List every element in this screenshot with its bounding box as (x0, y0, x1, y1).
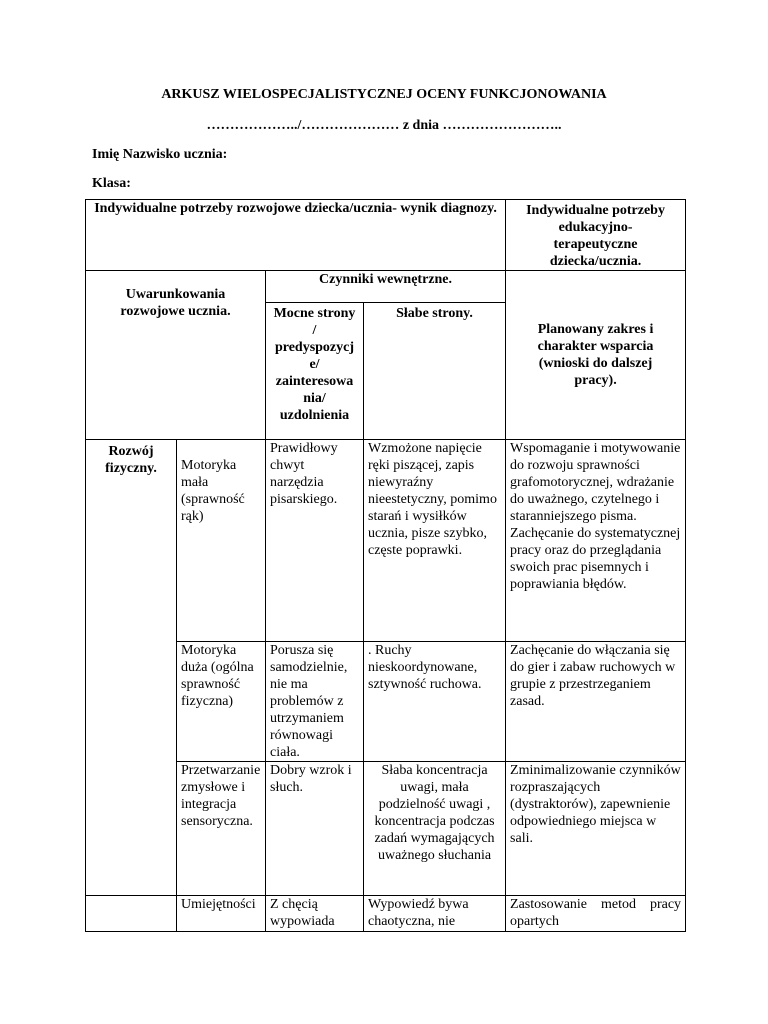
weakness-fine-motor: Wzmożone napięcie ręki piszącej, zapis niewyraźny nieestetyczny, pomimo starań i wysiłków ucznia, pisze szybko, częste poprawki. (364, 440, 506, 642)
area-fine-motor: Motoryka mała (sprawność rąk) (177, 440, 266, 642)
weaknesses-header: Słabe strony. (364, 303, 506, 440)
developmental-conditions-label: Uwarunkowania rozwojowe ucznia. (120, 286, 231, 319)
document-title: ARKUSZ WIELOSPECJALISTYCZNEJ OCENY FUNKCJONOWANIA (161, 87, 607, 102)
support-gross-motor: Zachęcanie do włączania się do gier i zabaw ruchowych w grupie z przestrzeganiem zasad. (506, 642, 686, 762)
table-row (86, 896, 686, 932)
developmental-conditions-header (86, 286, 266, 440)
weakness-sensory: Słaba koncentracja uwagi, mała podzielność uwagi , koncentracja podczas zadań wymagających uważnego słuchania (364, 762, 506, 896)
assessment-table (85, 199, 686, 932)
table-row (86, 440, 686, 642)
area-sensory: Przetwarzanie zmysłowe i integracja sensoryczna. (177, 762, 266, 896)
planned-support-header: Planowany zakres i charakter wsparcia (wnioski do dalszej pracy). (506, 271, 686, 440)
header-development-needs: Indywidualne potrzeby rozwojowe dziecka/ucznia- wynik diagnozy. (86, 200, 506, 271)
strengths-header: Mocne strony / predyspozycje/ zainteresowania/ uzdolnienia (266, 303, 364, 440)
section-empty-cell (86, 896, 177, 932)
class-label: Klasa: (92, 176, 131, 191)
strength-sensory: Dobry wzrok i słuch. (266, 762, 364, 896)
weakness-gross-motor: . Ruchy nieskoordynowane, sztywność ruchowa. (364, 642, 506, 762)
support-fine-motor: Wspomaganie i motywowanie do rozwoju sprawności grafomotorycznej, wdrażanie do uważnego, czytelnego i staranniejszego pisma. Zachęcanie do systematycznej pracy oraz do przeglądania swoich prac pisemnych i poprawiania błędów. (506, 440, 686, 642)
strength-gross-motor: Porusza się samodzielnie, nie ma problemów z utrzymaniem równowagi ciała. (266, 642, 364, 762)
section-physical-development (86, 440, 177, 896)
strength-fine-motor: Prawidłowy chwyt narzędzia pisarskiego. (266, 440, 364, 642)
support-skills: Zastosowanie metod pracy opartych (506, 896, 686, 932)
section-physical-label: Rozwój fizyczny. (105, 443, 157, 476)
date-line: ………………../………………… z dnia …………………….. (206, 118, 562, 133)
weakness-skills: Wypowiedź bywa chaotyczna, nie (364, 896, 506, 932)
header-educational-needs: Indywidualne potrzeby edukacyjno-terapeutyczne dziecka/ucznia. (506, 200, 686, 271)
area-gross-motor: Motoryka duża (ogólna sprawność fizyczna) (177, 642, 266, 762)
area-skills: Umiejętności (177, 896, 266, 932)
table-header-row (86, 200, 686, 271)
student-name-label: Imię Nazwisko ucznia: (92, 147, 228, 162)
strength-skills: Z chęcią wypowiada (266, 896, 364, 932)
support-sensory: Zminimalizowanie czynników rozpraszających (dystraktorów), zapewnienie odpowiedniego miejsca w sali. (506, 762, 686, 896)
internal-factors-header: Czynniki wewnętrzne. (266, 271, 506, 303)
